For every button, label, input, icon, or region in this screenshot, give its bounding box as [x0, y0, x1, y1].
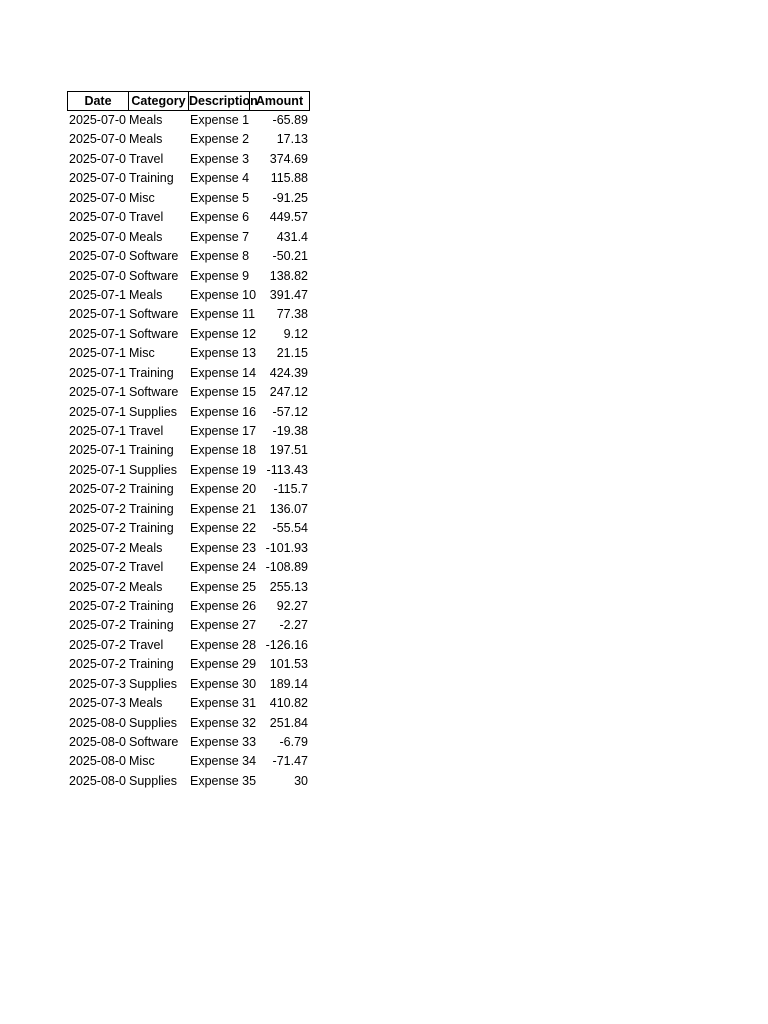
cell-amount[interactable]: -71.47	[272, 754, 308, 769]
table-row	[67, 694, 310, 713]
table-row	[67, 403, 310, 422]
cell-amount[interactable]: -50.21	[272, 249, 308, 264]
cell-amount[interactable]: 101.53	[269, 657, 308, 672]
cell-description[interactable]: Expense 32	[190, 715, 257, 730]
table-row	[67, 169, 310, 188]
cell-category[interactable]: Training	[129, 365, 174, 380]
cell-amount[interactable]: -19.38	[272, 424, 308, 438]
table-row	[67, 189, 310, 208]
table-body	[67, 111, 310, 791]
cell-date[interactable]: 2025-07-0	[69, 113, 126, 127]
cell-description[interactable]: Expense 18	[190, 443, 257, 458]
cell-description[interactable]: Expense 4	[190, 171, 250, 186]
table-row	[67, 655, 310, 674]
table-row	[67, 267, 310, 286]
cell-category[interactable]: Training	[129, 657, 174, 672]
cell-category[interactable]: Meals	[129, 696, 163, 711]
table-row	[67, 305, 310, 324]
cell-amount[interactable]: 410.82	[269, 696, 308, 711]
cell-category[interactable]: Travel	[129, 637, 164, 652]
table-row	[67, 733, 310, 752]
table-row	[67, 228, 310, 247]
cell-description[interactable]: Expense 7	[190, 229, 250, 244]
table-row	[67, 150, 310, 169]
cell-description[interactable]: Expense 24	[190, 560, 257, 575]
cell-category[interactable]: Training	[129, 521, 174, 536]
cell-amount[interactable]: 251.84	[269, 715, 308, 730]
cell-date[interactable]: 2025-07-1	[69, 287, 126, 302]
table-row	[67, 325, 310, 344]
cell-amount[interactable]: 449.57	[269, 210, 308, 225]
cell-category[interactable]: Software	[129, 268, 179, 283]
cell-description[interactable]: Expense 19	[190, 462, 257, 477]
cell-date[interactable]: 2025-07-0	[69, 132, 126, 147]
cell-amount[interactable]: -2.27	[279, 618, 308, 633]
cell-amount[interactable]: 197.51	[269, 443, 308, 458]
cell-description[interactable]: Expense 12	[190, 326, 257, 341]
cell-description[interactable]: Expense 31	[190, 696, 257, 711]
cell-description[interactable]: Expense 9	[190, 268, 250, 283]
table-row	[67, 578, 310, 597]
cell-date[interactable]: 2025-07-0	[69, 249, 126, 264]
cell-description[interactable]: Expense 20	[190, 482, 257, 497]
table-row	[67, 111, 310, 130]
cell-date[interactable]: 2025-08-0	[69, 735, 126, 749]
table-row	[67, 500, 310, 519]
table-row	[67, 441, 310, 460]
cell-amount[interactable]: -57.12	[272, 404, 308, 419]
cell-description[interactable]: Expense 14	[190, 365, 257, 380]
cell-category[interactable]: Software	[129, 249, 179, 264]
cell-amount[interactable]: -113.43	[266, 462, 308, 477]
cell-date[interactable]: 2025-07-0	[69, 210, 126, 225]
cell-amount[interactable]: 17.13	[276, 132, 308, 147]
cell-description[interactable]: Expense 6	[190, 210, 250, 225]
cell-description[interactable]: Expense 28	[190, 637, 257, 652]
cell-amount[interactable]: -6.79	[279, 735, 308, 749]
table-row	[67, 616, 310, 635]
cell-description[interactable]: Expense 29	[190, 657, 257, 672]
table-row	[67, 752, 310, 771]
header-amount[interactable]: Amount	[249, 91, 310, 111]
cell-category[interactable]: Software	[129, 735, 179, 749]
cell-date[interactable]: 2025-07-0	[69, 190, 126, 205]
cell-category[interactable]: Meals	[129, 229, 163, 244]
cell-category[interactable]: Training	[129, 618, 174, 633]
header-category[interactable]: Category	[128, 91, 188, 111]
cell-amount[interactable]: 9.12	[283, 326, 308, 341]
cell-date[interactable]: 2025-07-2	[69, 579, 126, 594]
cell-amount[interactable]: 77.38	[276, 307, 308, 322]
cell-description[interactable]: Expense 21	[190, 501, 257, 516]
cell-category[interactable]: Supplies	[129, 676, 177, 691]
table-row	[67, 344, 310, 363]
cell-description[interactable]: Expense 1	[190, 113, 250, 127]
cell-description[interactable]: Expense 10	[190, 287, 257, 302]
table-row	[67, 597, 310, 616]
cell-category[interactable]: Meals	[129, 287, 163, 302]
cell-description[interactable]: Expense 33	[190, 735, 257, 749]
cell-description[interactable]: Expense 13	[190, 346, 257, 361]
cell-amount[interactable]: 92.27	[276, 598, 308, 613]
cell-date[interactable]: 2025-07-2	[69, 482, 126, 497]
cell-category[interactable]: Training	[129, 482, 174, 497]
cell-date[interactable]: 2025-07-2	[69, 560, 126, 575]
cell-amount[interactable]: 30	[294, 773, 308, 788]
cell-date[interactable]: 2025-07-1	[69, 404, 126, 419]
cell-category[interactable]: Training	[129, 598, 174, 613]
cell-category[interactable]: Travel	[129, 210, 164, 225]
table-row	[67, 422, 310, 441]
cell-amount[interactable]: -55.54	[272, 521, 308, 536]
cell-description[interactable]: Expense 30	[190, 676, 257, 691]
cell-description[interactable]: Expense 26	[190, 598, 257, 613]
cell-amount[interactable]: 247.12	[269, 385, 308, 400]
cell-category[interactable]: Meals	[129, 540, 163, 555]
table-row	[67, 383, 310, 402]
cell-date[interactable]: 2025-07-1	[69, 385, 126, 400]
cell-description[interactable]: Expense 22	[190, 521, 257, 536]
cell-date[interactable]: 2025-07-2	[69, 657, 126, 672]
cell-amount[interactable]: -65.89	[272, 113, 308, 127]
cell-category[interactable]: Misc	[129, 754, 155, 769]
cell-category[interactable]: Misc	[129, 190, 155, 205]
cell-date[interactable]: 2025-07-2	[69, 540, 126, 555]
cell-category[interactable]: Meals	[129, 132, 163, 147]
cell-amount[interactable]: 21.15	[276, 346, 308, 361]
table-row	[67, 558, 310, 577]
cell-amount[interactable]: 374.69	[269, 151, 308, 166]
cell-description[interactable]: Expense 16	[190, 404, 257, 419]
cell-category[interactable]: Travel	[129, 560, 164, 575]
cell-amount[interactable]: 136.07	[269, 501, 308, 516]
cell-date[interactable]: 2025-07-2	[69, 501, 126, 516]
cell-date[interactable]: 2025-07-1	[69, 326, 126, 341]
cell-date[interactable]: 2025-07-3	[69, 676, 126, 691]
cell-amount[interactable]: 424.39	[269, 365, 308, 380]
cell-category[interactable]: Travel	[129, 151, 164, 166]
cell-category[interactable]: Training	[129, 171, 174, 186]
table-row	[67, 675, 310, 694]
cell-description[interactable]: Expense 27	[190, 618, 257, 633]
cell-date[interactable]: 2025-07-1	[69, 424, 126, 438]
cell-date[interactable]: 2025-07-2	[69, 598, 126, 613]
table-header-row	[67, 91, 310, 111]
cell-date[interactable]: 2025-07-2	[69, 521, 126, 536]
cell-date[interactable]: 2025-08-0	[69, 715, 126, 730]
cell-category[interactable]: Supplies	[129, 404, 177, 419]
cell-date[interactable]: 2025-07-1	[69, 346, 126, 361]
cell-date[interactable]: 2025-07-0	[69, 268, 126, 283]
cell-amount[interactable]: -91.25	[272, 190, 308, 205]
cell-description[interactable]: Expense 5	[190, 190, 250, 205]
cell-description[interactable]: Expense 34	[190, 754, 257, 769]
cell-description[interactable]: Expense 3	[190, 151, 250, 166]
cell-category[interactable]: Training	[129, 501, 174, 516]
cell-description[interactable]: Expense 23	[190, 540, 257, 555]
table-row	[67, 208, 310, 227]
cell-description[interactable]: Expense 8	[190, 249, 250, 264]
table-row	[67, 286, 310, 305]
expense-table	[67, 91, 310, 791]
cell-date[interactable]: 2025-07-2	[69, 618, 126, 633]
cell-date[interactable]: 2025-07-1	[69, 307, 126, 322]
cell-date[interactable]: 2025-07-2	[69, 637, 126, 652]
cell-date[interactable]: 2025-07-1	[69, 443, 126, 458]
cell-description[interactable]: Expense 2	[190, 132, 250, 147]
cell-amount[interactable]: 138.82	[269, 268, 308, 283]
cell-amount[interactable]: 391.47	[269, 287, 308, 302]
cell-category[interactable]: Misc	[129, 346, 155, 361]
cell-amount[interactable]: 255.13	[269, 579, 308, 594]
cell-description[interactable]: Expense 11	[190, 307, 256, 322]
cell-amount[interactable]: -115.7	[273, 482, 308, 497]
cell-date[interactable]: 2025-07-3	[69, 696, 126, 711]
cell-amount[interactable]: -101.93	[265, 540, 308, 555]
cell-date[interactable]: 2025-07-0	[69, 171, 126, 186]
table-row	[67, 636, 310, 655]
cell-date[interactable]: 2025-07-1	[69, 462, 126, 477]
table-row	[67, 519, 310, 538]
cell-category[interactable]: Training	[129, 443, 174, 458]
cell-category[interactable]: Supplies	[129, 462, 177, 477]
cell-date[interactable]: 2025-08-0	[69, 773, 126, 788]
cell-amount[interactable]: 431.4	[276, 229, 308, 244]
cell-description[interactable]: Expense 25	[190, 579, 257, 594]
cell-date[interactable]: 2025-07-0	[69, 151, 126, 166]
cell-date[interactable]: 2025-08-0	[69, 754, 126, 769]
table-row	[67, 539, 310, 558]
cell-category[interactable]: Supplies	[129, 715, 177, 730]
table-row	[67, 130, 310, 149]
cell-category[interactable]: Supplies	[129, 773, 177, 788]
cell-date[interactable]: 2025-07-1	[69, 365, 126, 380]
cell-description[interactable]: Expense 35	[190, 773, 257, 788]
cell-amount[interactable]: 189.14	[269, 676, 308, 691]
cell-amount[interactable]: -126.16	[265, 637, 308, 652]
cell-date[interactable]: 2025-07-0	[69, 229, 126, 244]
cell-amount[interactable]: 115.88	[270, 171, 308, 186]
cell-category[interactable]: Meals	[129, 113, 163, 127]
cell-category[interactable]: Software	[129, 307, 179, 322]
table-row	[67, 247, 310, 266]
cell-category[interactable]: Travel	[129, 424, 164, 438]
table-row	[67, 714, 310, 733]
table-row	[67, 480, 310, 499]
cell-category[interactable]: Meals	[129, 579, 163, 594]
cell-description[interactable]: Expense 15	[190, 385, 257, 400]
cell-amount[interactable]: -108.89	[265, 560, 308, 575]
header-date[interactable]: Date	[67, 91, 128, 111]
table-row	[67, 772, 310, 791]
table-row	[67, 364, 310, 383]
header-description[interactable]: Description	[188, 91, 249, 111]
cell-category[interactable]: Software	[129, 385, 179, 400]
cell-category[interactable]: Software	[129, 326, 179, 341]
table-row	[67, 461, 310, 480]
cell-description[interactable]: Expense 17	[190, 424, 257, 438]
